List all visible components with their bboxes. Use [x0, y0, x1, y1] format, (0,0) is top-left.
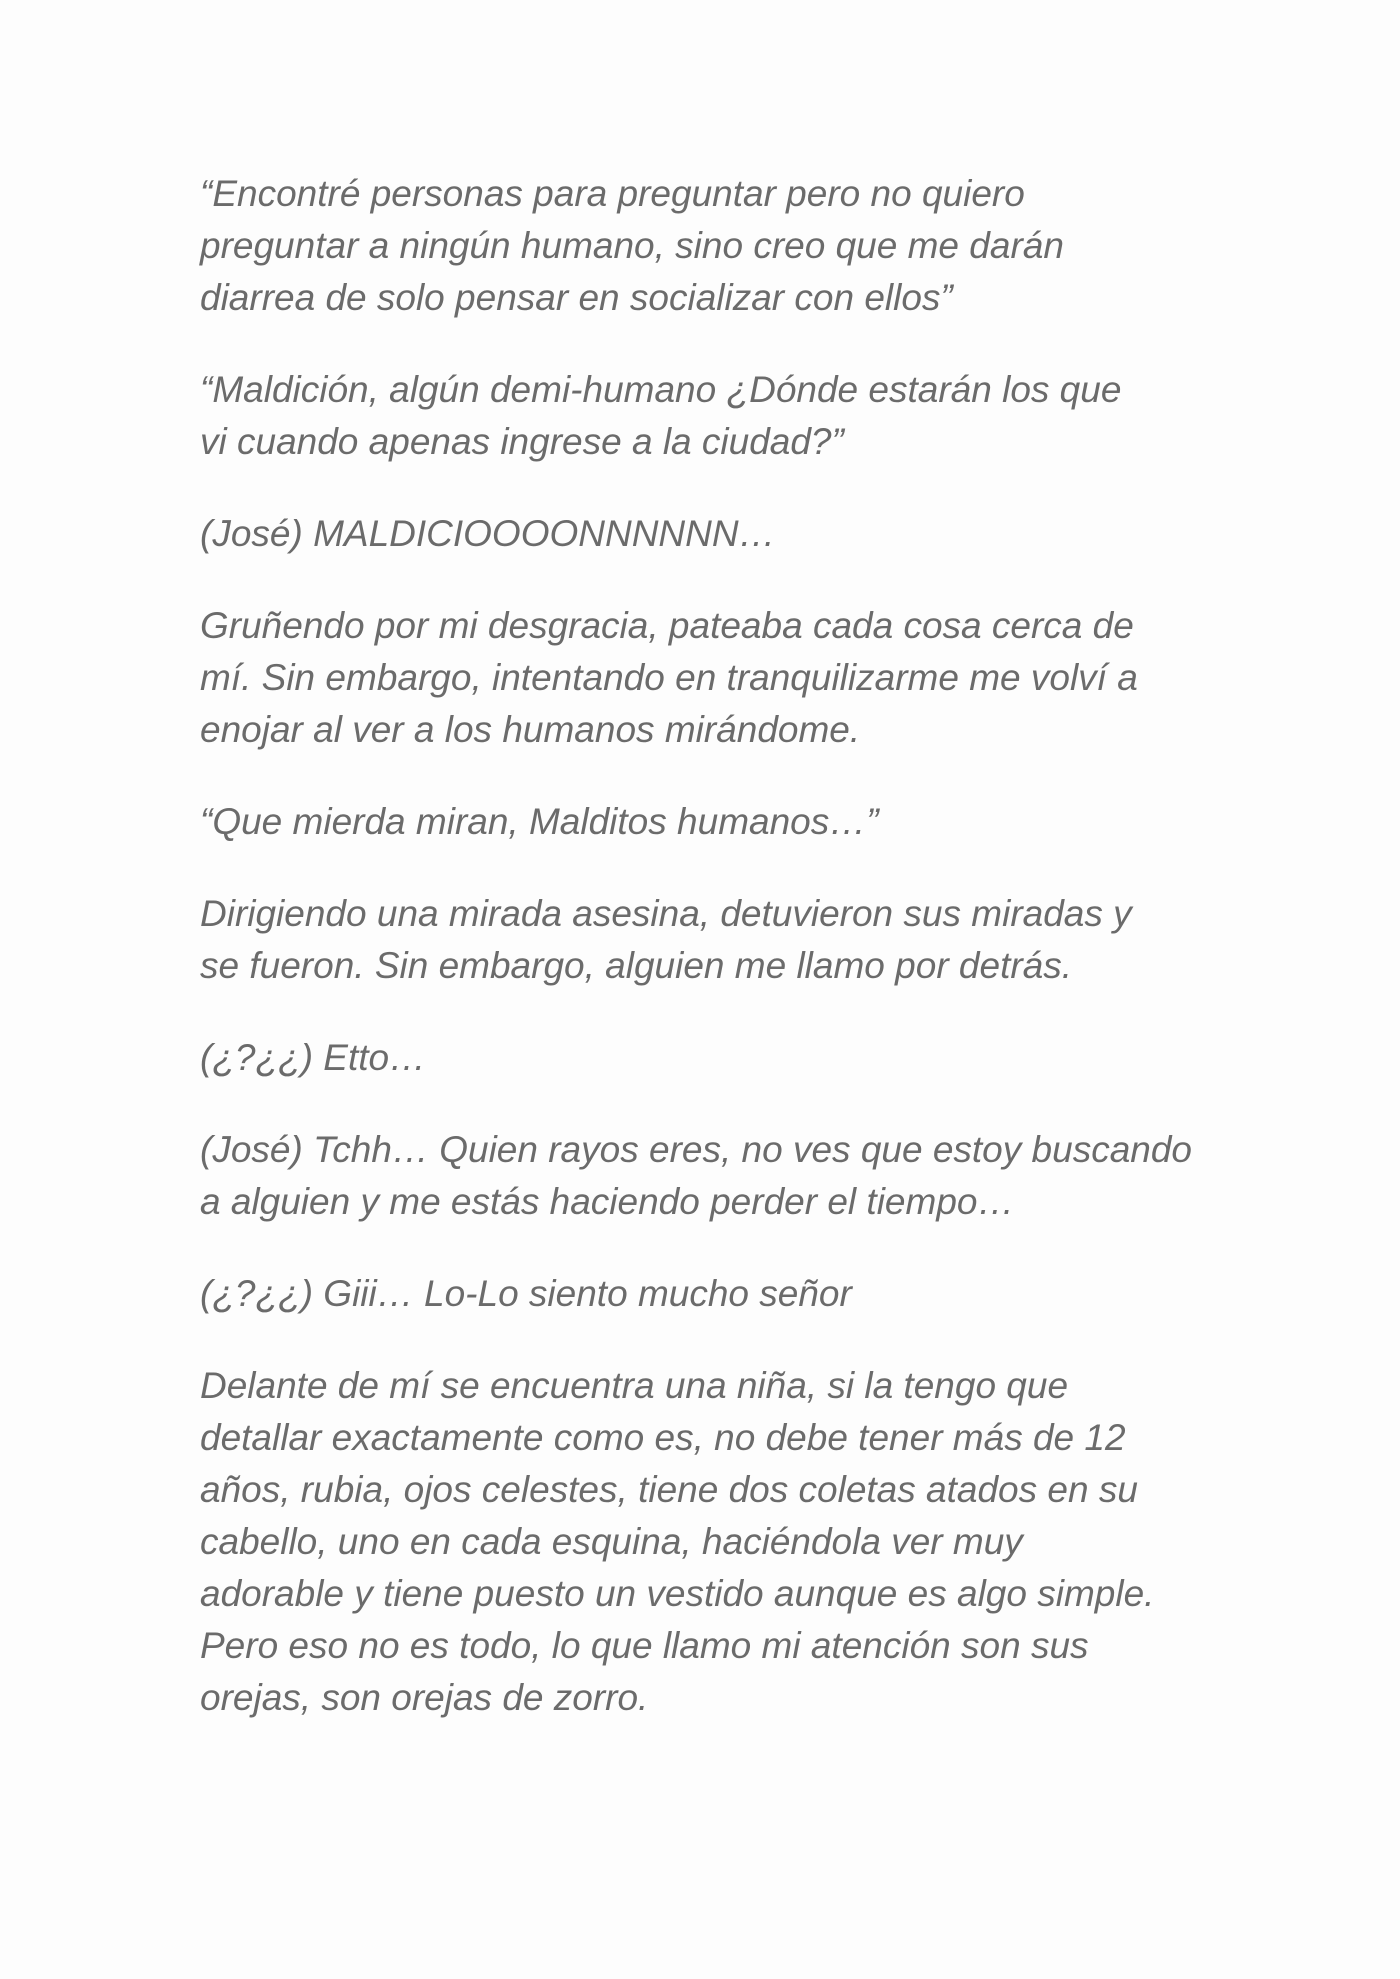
paragraph-7: (¿?¿¿) Etto…	[200, 1037, 427, 1078]
document-body	[200, 168, 1210, 1764]
paragraph-4: Gruñendo por mi desgracia, pateaba cada cosa cerca de mí. Sin embargo, intentando en tranquilizarme me volví a enojar al ver a los humanos mirándome.	[200, 605, 1138, 750]
paragraph-5: “Que mierda miran, Malditos humanos…”	[200, 801, 879, 842]
paragraph-3: (José) MALDICIOOOONNNNNN…	[200, 513, 776, 554]
paragraph-6: Dirigiendo una mirada asesina, detuvieron sus miradas y se fueron. Sin embargo, alguien me llamo por detrás.	[200, 893, 1132, 986]
paragraph-8: (José) Tchh… Quien rayos eres, no ves que estoy buscando a alguien y me estás haciendo perder el tiempo…	[200, 1129, 1193, 1222]
paragraph-9: (¿?¿¿) Giii… Lo-Lo siento mucho señor	[200, 1273, 852, 1314]
paragraph-10: Delante de mí se encuentra una niña, si la tengo que detallar exactamente como es, no debe tener más de 12 años, rubia, ojos celestes, tiene dos coletas atados en su cabello, uno en cada esquina, haciéndola ver muy adorable y tiene puesto un vestido aunque es algo simple. Pero eso no es todo, lo que llamo mi atención son sus orejas, son orejas de zorro.	[200, 1365, 1155, 1718]
paragraph-2: “Maldición, algún demi-humano ¿Dónde estarán los que vi cuando apenas ingrese a la ciudad?”	[200, 369, 1122, 462]
paragraph-1: “Encontré personas para preguntar pero no quiero preguntar a ningún humano, sino creo que me darán diarrea de solo pensar en socializar con ellos”	[200, 173, 1064, 318]
